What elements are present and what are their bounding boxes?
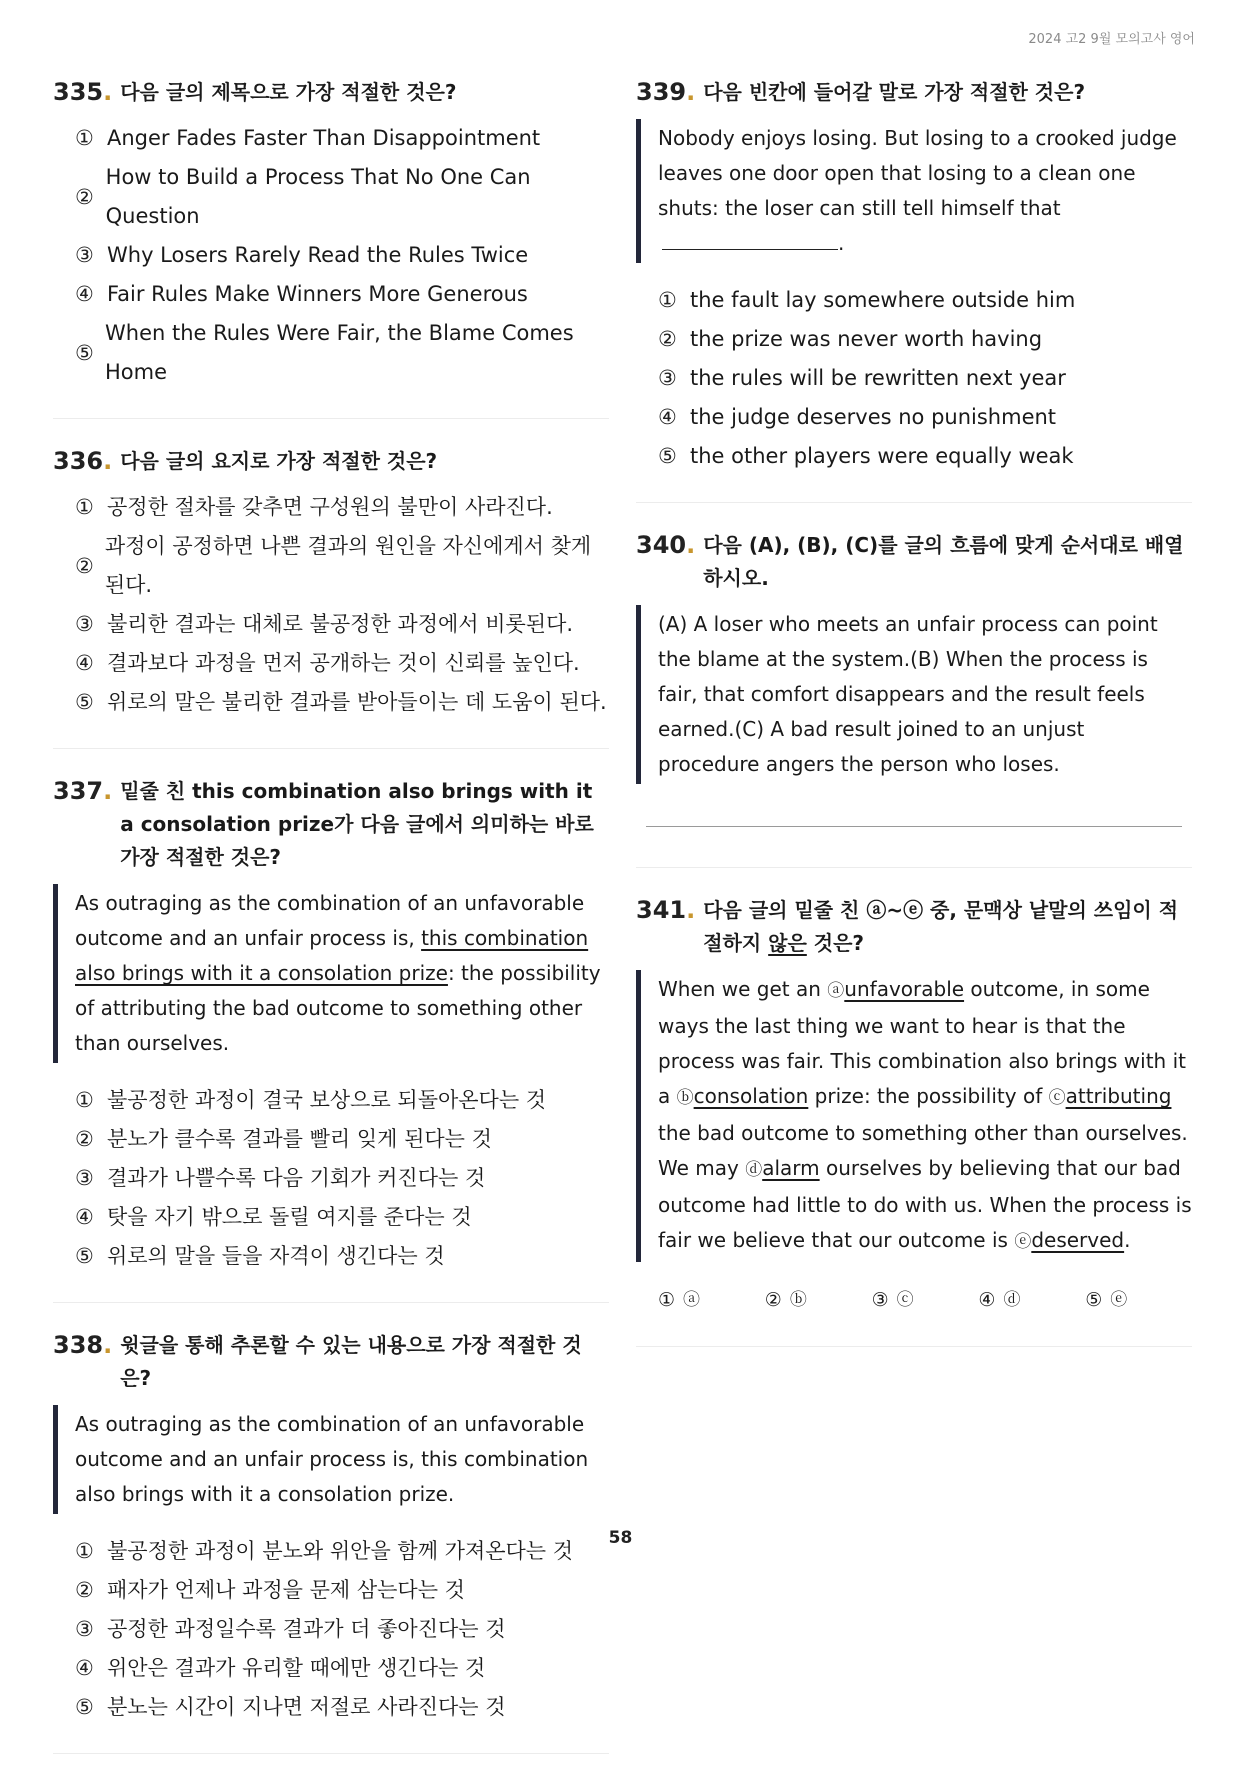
underlined-word: alarm: [762, 1156, 820, 1180]
passage: As outraging as the combination of an unfavorable outcome and an unfair process is, this combination also brings with it a consolation prize.: [53, 1405, 609, 1514]
question-number: 339.: [636, 78, 696, 106]
option-1[interactable]: ① 불공정한 과정이 결국 보상으로 되돌아온다는 것: [75, 1088, 547, 1112]
question-341: [636, 894, 1192, 1347]
question-number: 337.: [53, 777, 113, 805]
right-column: [636, 76, 1192, 1373]
option-list: [53, 1081, 609, 1276]
option-5[interactable]: ⑤ 위로의 말을 들을 자격이 생긴다는 것: [75, 1244, 445, 1268]
page-header: 2024 고2 9월 모의고사 영어: [1028, 32, 1195, 47]
option-3[interactable]: ③ ⓒ: [871, 1289, 914, 1311]
question-number: 335.: [53, 78, 113, 106]
option-3[interactable]: ③ 공정한 과정일수록 결과가 더 좋아진다는 것: [75, 1617, 506, 1641]
option-4[interactable]: ④ Fair Rules Make Winners More Generous: [75, 282, 528, 306]
option-5[interactable]: ⑤ 위로의 말은 불리한 결과를 받아들이는 데 도움이 된다.: [75, 690, 607, 714]
option-2[interactable]: ② 과정이 공정하면 나쁜 결과의 원인을 자신에게서 찾게 된다.: [75, 534, 592, 597]
option-list: [53, 488, 609, 722]
underlined-phrase: this combination also brings with it a consolation prize: [75, 926, 589, 985]
question-prompt: 다음 빈칸에 들어갈 말로 가장 적절한 것은?: [703, 80, 1086, 104]
option-4[interactable]: ④ 위안은 결과가 유리할 때에만 생긴다는 것: [75, 1656, 486, 1680]
option-2[interactable]: ② How to Build a Process That No One Can Question: [75, 165, 531, 228]
question-prompt: 다음 글의 제목으로 가장 적절한 것은?: [120, 80, 457, 104]
option-3[interactable]: ③ Why Losers Rarely Read the Rules Twice: [75, 243, 529, 267]
option-1[interactable]: ① 불공정한 과정이 분노와 위안을 함께 가져온다는 것: [75, 1539, 574, 1563]
option-list: [53, 119, 609, 392]
option-1[interactable]: ① Anger Fades Faster Than Disappointment: [75, 126, 541, 150]
question-number: 336.: [53, 447, 113, 475]
underlined-word: attributing: [1065, 1084, 1172, 1108]
question-number: 341.: [636, 896, 696, 924]
passage: As outraging as the combination of an unfavorable outcome and an unfair process is, this combination also brings with it a consolation prize: the possibility of attributing the bad outcome to something other than ourselves.: [53, 884, 609, 1063]
option-5[interactable]: ⑤ 분노는 시간이 지나면 저절로 사라진다는 것: [75, 1695, 506, 1719]
question-335: [53, 76, 609, 419]
question-prompt: 다음 글의 요지로 가장 적절한 것은?: [120, 449, 438, 473]
option-2[interactable]: ② ⓑ: [764, 1289, 807, 1311]
option-2[interactable]: ② the prize was never worth having: [658, 327, 1043, 351]
option-3[interactable]: ③ 불리한 결과는 대체로 불공정한 과정에서 비롯된다.: [75, 612, 574, 636]
underlined-word: deserved: [1031, 1228, 1125, 1252]
option-4[interactable]: ④ 결과보다 과정을 먼저 공개하는 것이 신뢰를 높인다.: [75, 651, 580, 675]
page-number: 58: [608, 1528, 633, 1548]
option-2[interactable]: ② 패자가 언제나 과정을 문제 삼는다는 것: [75, 1578, 465, 1602]
underlined-word: unfavorable: [844, 977, 965, 1001]
option-3[interactable]: ③ 결과가 나쁠수록 다음 기회가 커진다는 것: [75, 1166, 486, 1190]
underlined-word: consolation: [693, 1084, 809, 1108]
passage: (A) A loser who meets an unfair process can point the blame at the system.(B) When the process is fair, that comfort disappears and the result feels earned.(C) A bad result joined to an unjust procedure angers the person who loses.: [636, 605, 1192, 784]
question-337: [53, 775, 609, 1303]
question-number: 340.: [636, 531, 696, 559]
passage: When we get an ⓐunfavorable outcome, in some ways the last thing we want to hear is that the process was fair. This combination also brings with it a ⓑconsolation prize: the possibility of ⓒattributing the bad outcome to something other than ourselves. We may ⓓalarm ourselves by believing that our bad outcome had little to do with us. When the process is fair we believe that our outcome is ⓔdeserved.: [636, 970, 1192, 1262]
question-339: [636, 76, 1192, 503]
option-4[interactable]: ④ ⓓ: [978, 1289, 1021, 1311]
question-prompt: 윗글을 통해 추론할 수 있는 내용으로 가장 적절한 것은?: [120, 1333, 582, 1390]
option-list: [636, 281, 1192, 476]
option-1[interactable]: ① 공정한 절차를 갖추면 구성원의 불만이 사라진다.: [75, 495, 553, 519]
left-column: [53, 76, 609, 1780]
option-4[interactable]: ④ the judge deserves no punishment: [658, 405, 1057, 429]
option-3[interactable]: ③ the rules will be rewritten next year: [658, 366, 1066, 390]
option-1[interactable]: ① the fault lay somewhere outside him: [658, 288, 1076, 312]
option-list: [636, 1280, 1192, 1320]
question-340: [636, 529, 1192, 868]
option-4[interactable]: ④ 탓을 자기 밖으로 돌릴 여지를 준다는 것: [75, 1205, 472, 1229]
option-1[interactable]: ① ⓐ: [658, 1289, 701, 1311]
question-number: 338.: [53, 1331, 113, 1359]
question-336: [53, 445, 609, 749]
option-list: [53, 1532, 609, 1727]
option-5[interactable]: ⑤ When the Rules Were Fair, the Blame Comes Home: [75, 321, 574, 384]
answer-line: [646, 826, 1182, 827]
answer-blank: [662, 229, 838, 250]
question-prompt: 밑줄 친 this combination also brings with it a consolation prize가 다음 글에서 의미하는 바로 가장 적절한 것은?: [120, 779, 594, 869]
option-5[interactable]: ⑤ ⓔ: [1085, 1289, 1128, 1311]
question-prompt: 다음 (A), (B), (C)를 글의 흐름에 맞게 순서대로 배열하시오.: [703, 533, 1184, 590]
option-5[interactable]: ⑤ the other players were equally weak: [658, 444, 1074, 468]
question-prompt: 다음 글의 밑줄 친 ⓐ~ⓔ 중, 문맥상 낱말의 쓰임이 적절하지 않은 것은?: [703, 898, 1179, 955]
passage: Nobody enjoys losing. But losing to a crooked judge leaves one door open that losing to a clean one shuts: the loser can still tell himself that.: [636, 119, 1192, 263]
option-2[interactable]: ② 분노가 클수록 결과를 빨리 잊게 된다는 것: [75, 1127, 492, 1151]
